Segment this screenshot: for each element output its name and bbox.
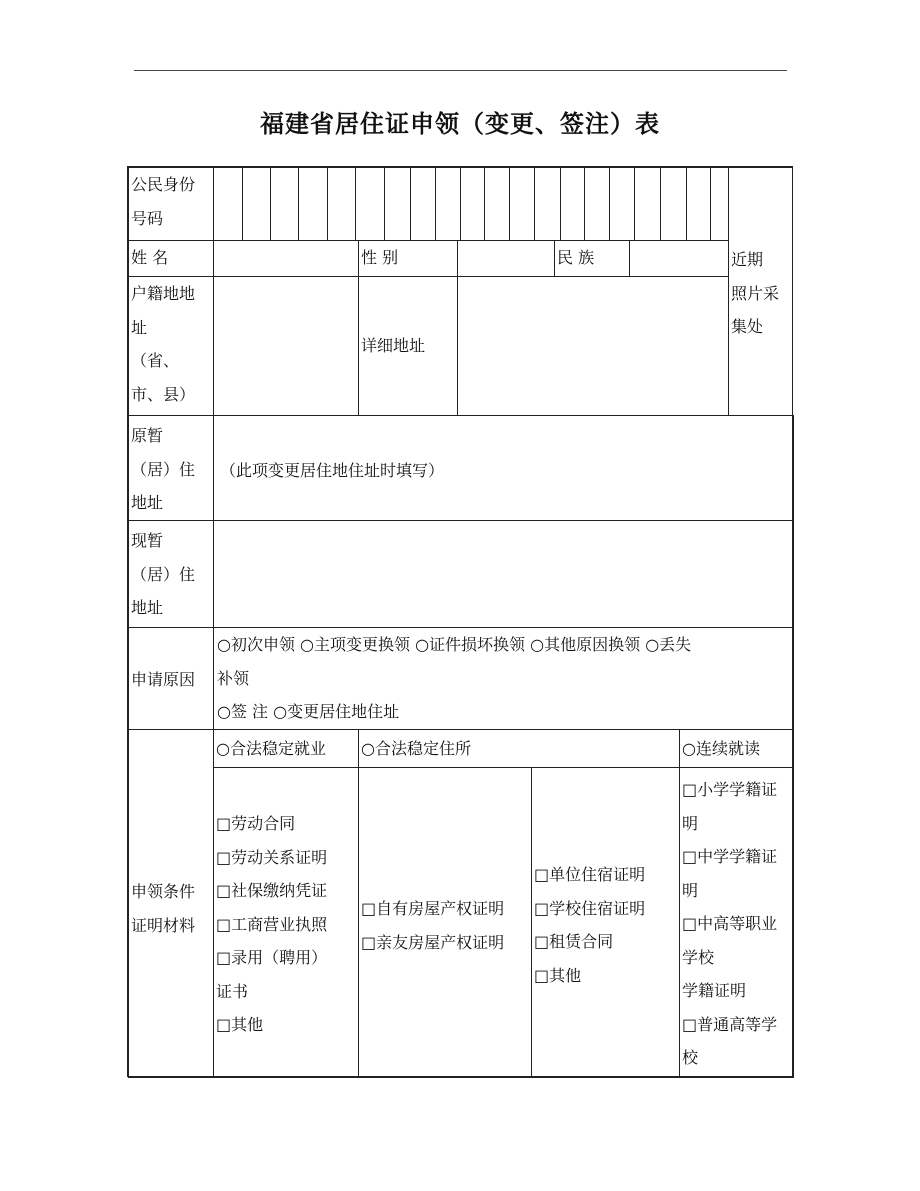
- household-address-label: 户籍地地 址 （省、 市、县）: [128, 276, 214, 416]
- id-digit-box: [660, 168, 661, 240]
- checkbox-item[interactable]: □社保缴纳凭证: [216, 881, 328, 900]
- reason-label: 申请原因: [128, 627, 214, 730]
- checkbox-item[interactable]: □小学学籍证 明: [682, 780, 778, 833]
- residence-heading[interactable]: ○合法稳定住所: [358, 729, 680, 768]
- checkbox-item[interactable]: □录用（聘用） 证书: [216, 948, 328, 1001]
- checkbox-item[interactable]: □亲友房屋产权证明: [361, 932, 505, 952]
- gender-label: 性 别: [358, 240, 458, 277]
- application-form-table: [127, 166, 793, 1077]
- former-residence-label: 原暂 （居）住 地址: [128, 415, 214, 521]
- id-digit-box: [355, 168, 356, 240]
- checkbox-item[interactable]: □单位住宿证明: [534, 865, 646, 884]
- checkbox-item[interactable]: □普通高等学 校: [682, 1014, 778, 1067]
- id-digit-box: [609, 168, 610, 240]
- checkbox-item[interactable]: □劳动合同: [216, 814, 296, 833]
- reason-options-line: 补领: [217, 668, 250, 688]
- gender-field[interactable]: [457, 240, 555, 277]
- household-address-field[interactable]: [213, 276, 359, 416]
- study-heading[interactable]: ○连续就读: [679, 729, 794, 768]
- name-label: 姓 名: [128, 240, 214, 277]
- id-digit-box: [509, 168, 510, 240]
- photo-area: 近期 照片采 集处: [728, 167, 793, 416]
- id-digit-box: [270, 168, 271, 240]
- detailed-address-label: 详细地址: [358, 276, 458, 416]
- header-rule: [134, 70, 787, 71]
- checkbox-item[interactable]: □自有房屋产权证明: [361, 899, 505, 918]
- name-field[interactable]: [213, 240, 359, 277]
- checkbox-item[interactable]: □租赁合同: [534, 932, 614, 951]
- study-materials: [679, 767, 794, 1078]
- id-digit-box: [484, 168, 485, 240]
- id-digit-box: [584, 168, 585, 240]
- former-residence-field[interactable]: （此项变更居住地住址时填写）: [213, 415, 794, 521]
- checkbox-item[interactable]: □学校住宿证明: [534, 898, 646, 918]
- id-digit-box: [460, 168, 461, 240]
- reason-options-line[interactable]: ○初次申领 ○主项变更换领 ○证件损坏换领 ○其他原因换领 ○丢失: [217, 635, 692, 654]
- reason-options[interactable]: [213, 627, 794, 730]
- id-digit-box: [560, 168, 561, 240]
- ethnicity-label: 民 族: [554, 240, 630, 277]
- checkbox-item[interactable]: □其他: [534, 965, 582, 985]
- checkbox-item[interactable]: □劳动关系证明: [216, 847, 328, 867]
- ethnicity-field[interactable]: [629, 240, 729, 277]
- form-title: 福建省居住证申领（变更、签注）表: [260, 110, 660, 138]
- id-digit-box: [534, 168, 535, 240]
- current-residence-label: 现暂 （居）住 地址: [128, 520, 214, 628]
- employment-materials: [213, 767, 359, 1078]
- id-digit-box: [410, 168, 411, 240]
- id-number-label: 公民身份 号码: [128, 167, 214, 241]
- id-digit-box: [634, 168, 635, 240]
- owned-housing-materials: [358, 767, 532, 1078]
- id-digit-box: [242, 168, 243, 240]
- id-digit-box: [686, 168, 687, 240]
- checkbox-item[interactable]: □工商营业执照: [216, 914, 328, 934]
- checkbox-item[interactable]: □中学学籍证 明: [682, 847, 778, 900]
- id-digit-box: [327, 168, 328, 240]
- id-digit-box: [435, 168, 436, 240]
- conditions-label: 申领条件 证明材料: [128, 729, 214, 1078]
- id-number-boxes[interactable]: [213, 167, 729, 241]
- id-digit-box: [298, 168, 299, 240]
- current-residence-field[interactable]: [213, 520, 794, 628]
- id-digit-box: [384, 168, 385, 240]
- checkbox-item[interactable]: □中高等职业 学校 学籍证明: [682, 914, 778, 1000]
- id-digit-box: [710, 168, 711, 240]
- employment-heading[interactable]: ○合法稳定就业: [213, 729, 359, 768]
- checkbox-item[interactable]: □其他: [216, 1015, 264, 1034]
- reason-options-line[interactable]: ○签 注 ○变更居住地住址: [217, 702, 400, 721]
- other-housing-materials: [531, 767, 680, 1078]
- detailed-address-field[interactable]: [457, 276, 729, 416]
